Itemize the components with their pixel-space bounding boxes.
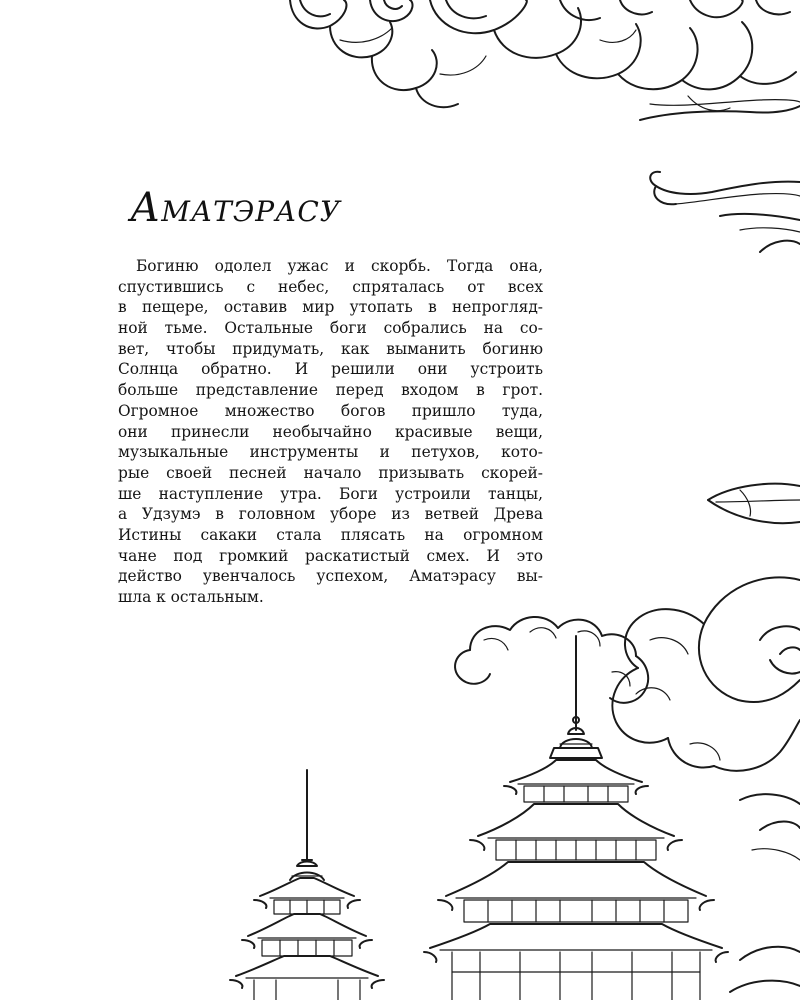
body-line: а Удзумэ в головном уборе из ветвей Древа: [118, 505, 543, 524]
body-line: чане под громкий раскатистый смех. И это: [118, 546, 543, 565]
body-line: рые своей песней начало призывать скорей-: [118, 463, 543, 482]
body-line: спустившись с небес, спряталась от всех: [118, 277, 543, 296]
article-body: [118, 256, 543, 608]
body-line: Огромное множество богов пришло туда,: [118, 401, 543, 420]
small-pagoda-illustration: [230, 770, 384, 1000]
body-line: действо увенчалось успехом, Аматэрасу вы-: [118, 567, 543, 586]
body-line: музыкальные инструменты и петухов, кото-: [118, 443, 543, 462]
body-line: Богиню одолел ужас и скорбь. Тогда она,: [136, 257, 543, 275]
middle-cloud: [455, 617, 648, 703]
top-cloud-illustration: [290, 0, 800, 120]
body-line: ной тьме. Остальные боги собрались на со-: [118, 319, 543, 338]
body-line: Солнца обратно. И решили они устроить: [118, 360, 543, 379]
body-line: Истины сакаки стала плясать на огромном: [118, 525, 543, 544]
body-line: больше представление перед входом в грот.: [118, 381, 543, 400]
body-line: вет, чтобы придумать, как выманить богиню: [118, 339, 543, 358]
right-swirl-cloud: [650, 172, 800, 252]
body-line: ше наступление утра. Боги устроили танцы,: [118, 484, 543, 503]
lower-right-cloud: [612, 577, 800, 992]
body-line: в пещере, оставив мир утопать в непрогляд-: [118, 298, 543, 317]
leaf-illustration: [708, 484, 800, 523]
article-title: Аматэрасу: [130, 185, 341, 231]
body-line: шла к остальным.: [118, 588, 264, 606]
large-pagoda-illustration: [424, 636, 728, 1000]
body-line: они принесли необычайно красивые вещи,: [118, 422, 543, 441]
